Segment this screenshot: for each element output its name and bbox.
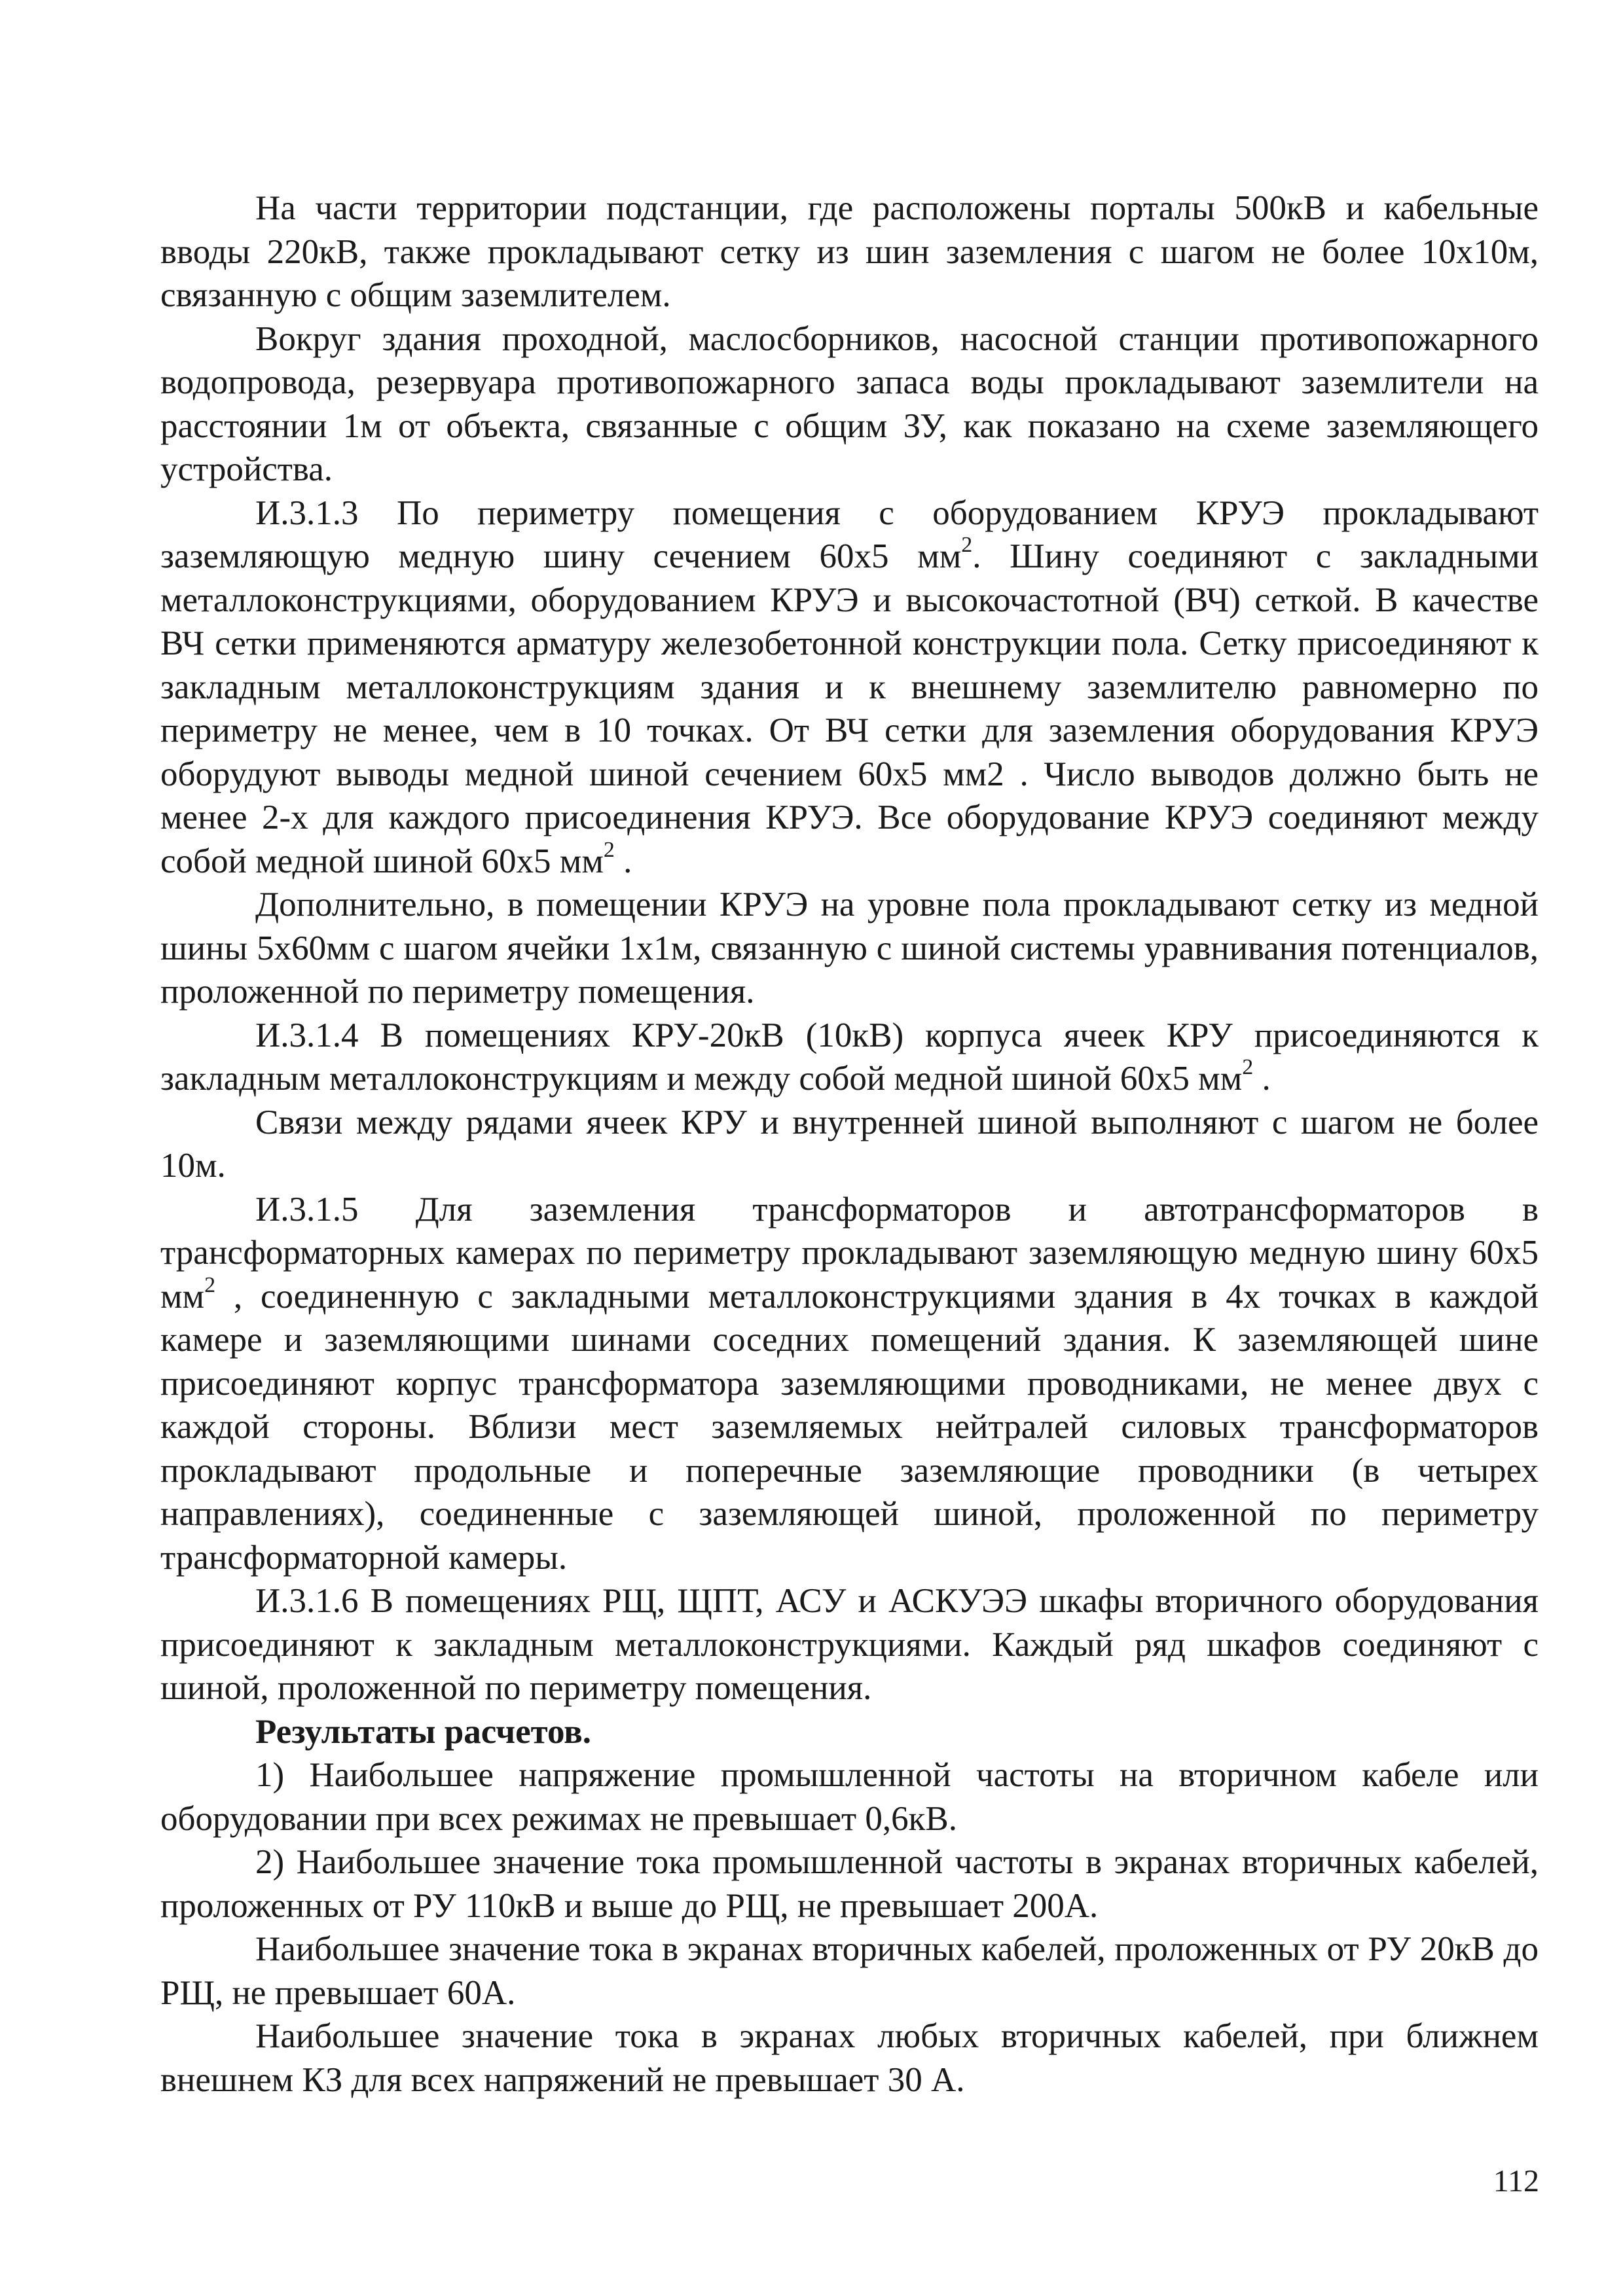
superscript: 2 bbox=[961, 533, 973, 557]
paragraph: Связи между рядами ячеек КРУ и внутренней шиной выполняют с шагом не более 10м. bbox=[160, 1103, 1539, 1185]
paragraph: 2) Наибольшее значение тока промышленной частоты в экранах вторичных кабелей, проложенных от РУ 110кВ и выше до РЩ, не превышает 200А. bbox=[160, 1843, 1539, 1925]
superscript: 2 bbox=[603, 837, 615, 862]
section-heading: Результаты расчетов. bbox=[255, 1712, 592, 1751]
superscript: 2 bbox=[1242, 1055, 1254, 1079]
superscript: 2 bbox=[204, 1272, 216, 1297]
paragraph: И.3.1.6 В помещениях РЩ, ЩПТ, АСУ и АСКУЭЭ шкафы вторичного оборудования присоединяют к закладным металлоконструкциями. Каждый ряд шкафов соединяют с шиной, проложенной по периметру помещения. bbox=[160, 1582, 1539, 1707]
page-number: 112 bbox=[1493, 2164, 1539, 2198]
paragraph: И.3.1.3 По периметру помещения с оборудованием КРУЭ прокладывают заземляющую медную шину сечением 60х5 $мм^2$. Шину соединяют с закладными металлоконструкциями, оборудованием КРУЭ и высокочастотной (ВЧ) сеткой. В качестве ВЧ сетки применяются арматуру железобетонной конструкции пола. Сетку присоединяют к закладным металлоконструкциям здания и к внешнему заземлителю равномерно по периметру не менее, чем в 10 точках. От ВЧ сетки для заземления оборудования КРУЭ оборудуют выводы медной шиной сечением 60х5 мм2 . Число выводов должно быть не менее 2-х для каждого присоединения КРУЭ. Все оборудование КРУЭ соединяют между собой медной шиной 60х5 $мм^2$ . bbox=[160, 493, 1539, 880]
paragraph: Вокруг здания проходной, маслосборников, насосной станции противопожарного водопровода, резервуара противопожарного запаса воды прокладывают заземлители на расстоянии 1м от объекта, связанные с общим ЗУ, как показано на схеме заземляющего устройства. bbox=[160, 319, 1539, 488]
paragraph: Дополнительно, в помещении КРУЭ на уровне пола прокладывают сетку из медной шины 5х60мм с шагом ячейки 1х1м, связанную с шиной системы уравнивания потенциалов, проложенной по периметру помещения. bbox=[160, 886, 1539, 1011]
document-body bbox=[160, 187, 1539, 2102]
paragraph: На части территории подстанции, где расположены порталы 500кВ и кабельные вводы 220кВ, также прокладывают сетку из шин заземления с шагом не более 10х10м, связанную с общим заземлителем. bbox=[160, 189, 1539, 314]
paragraph: Наибольшее значение тока в экранах любых вторичных кабелей, при ближнем внешнем КЗ для всех напряжений не превышает 30 А. bbox=[160, 2017, 1539, 2099]
paragraph: И.3.1.4 В помещениях КРУ-20кВ (10кВ) корпуса ячеек КРУ присоединяются к закладным металлоконструкциям и между собой медной шиной 60х5 $мм^2$ . bbox=[160, 1016, 1539, 1098]
paragraph: Наибольшее значение тока в экранах вторичных кабелей, проложенных от РУ 20кВ до РЩ, не превышает 60А. bbox=[160, 1930, 1539, 2012]
paragraph: И.3.1.5 Для заземления трансформаторов и автотрансформаторов в трансформаторных камерах по периметру прокладывают заземляющую медную шину 60х5 $мм^2$ , соединенную с закладными металлоконструкциями здания в 4х точках в каждой камере и заземляющими шинами соседних помещений здания. К заземляющей шине присоединяют корпус трансформатора заземляющими проводниками, не менее двух с каждой стороны. Вблизи мест заземляемых нейтралей силовых трансформаторов прокладывают продольные и поперечные заземляющие проводники (в четырех направлениях), соединенные с заземляющей шиной, проложенной по периметру трансформаторной камеры. bbox=[160, 1190, 1539, 1577]
paragraph: 1) Наибольшее напряжение промышленной частоты на вторичном кабеле или оборудовании при всех режимах не превышает 0,6кВ. bbox=[160, 1756, 1539, 1838]
